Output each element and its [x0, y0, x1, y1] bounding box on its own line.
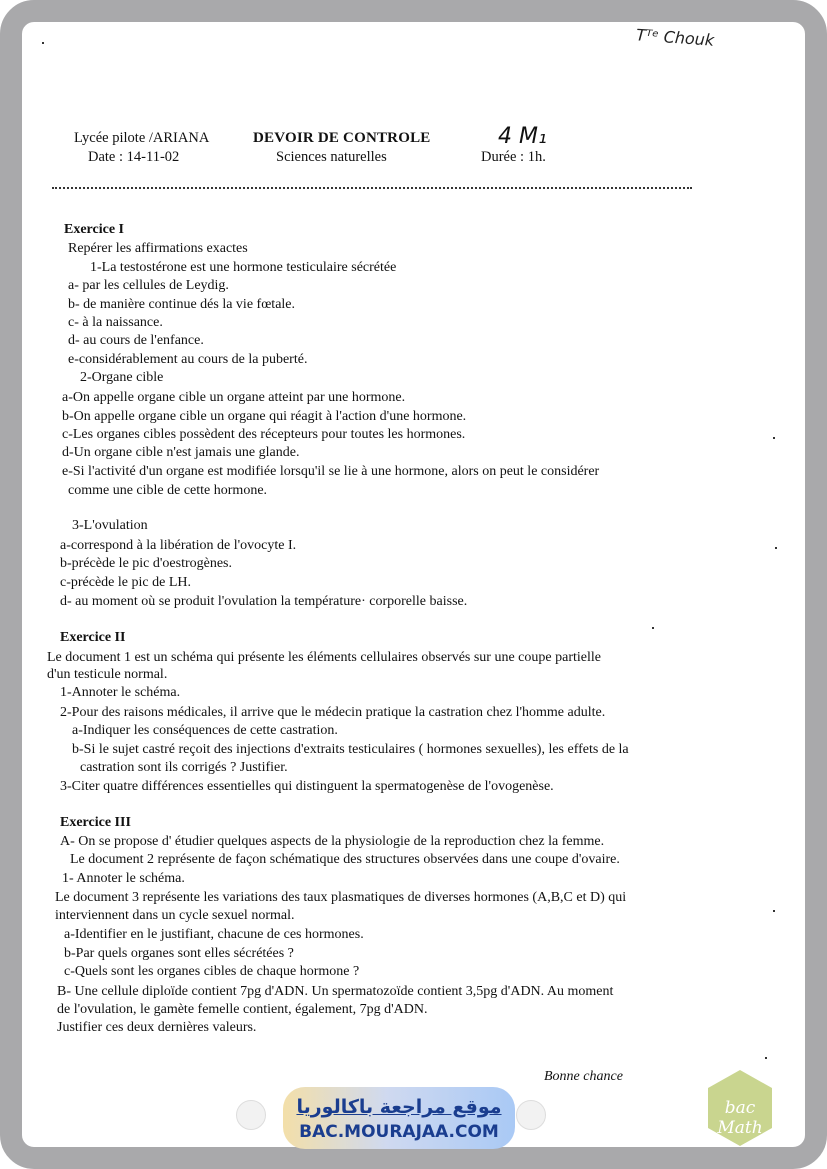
q1-title: 1-La testostérone est une hormone testiculaire sécrétée	[90, 260, 397, 275]
watermark-banner[interactable]	[283, 1087, 515, 1149]
exercise-3-line: de l'ovulation, le gamète femelle contient, également, 7pg d'ADN.	[57, 1002, 428, 1017]
exercise-3-line: b-Par quels organes sont elles sécrétées ?	[64, 946, 294, 961]
subject: Sciences naturelles	[276, 149, 387, 165]
scan-speck	[652, 627, 654, 629]
scan-speck	[765, 1057, 767, 1059]
site-logo-icon	[516, 1100, 546, 1130]
handwritten-note: Tᵀᵉ Chouk	[635, 25, 715, 50]
scan-speck	[775, 547, 777, 549]
scan-speck	[773, 910, 775, 912]
exercise-2-line: d'un testicule normal.	[47, 667, 168, 682]
exercise-3-title: Exercice III	[60, 815, 131, 830]
q1-item: d- au cours de l'enfance.	[68, 333, 204, 348]
exercise-3-line: A- On se propose d' étudier quelques aspects de la physiologie de la reproduction chez la femme.	[60, 834, 605, 849]
q2-item: e-Si l'activité d'un organe est modifiée lorsqu'il se lie à une hormone, alors on peut le considérer	[62, 464, 600, 479]
exercise-3-line: c-Quels sont les organes cibles de chaque hormone ?	[64, 964, 360, 979]
q2-title: 2-Organe cible	[80, 370, 164, 385]
watermark-url[interactable]: BAC.MOURAJAA.COM	[299, 1122, 499, 1142]
exercise-2-line: castration sont ils corrigés ? Justifier.	[80, 760, 288, 775]
bacmath-text: bac Math	[717, 1098, 763, 1138]
scan-speck	[773, 437, 775, 439]
class-label: 4 M₁	[498, 124, 547, 149]
exercise-2-title: Exercice II	[60, 630, 126, 645]
exercise-2-line: 3-Citer quatre différences essentielles qui distinguent la spermatogenèse de l'ovogenèse.	[60, 779, 554, 794]
q3-title: 3-L'ovulation	[72, 518, 148, 533]
q3-item: c-précède le pic de LH.	[60, 575, 191, 590]
q2-item: b-On appelle organe cible un organe qui réagit à l'action d'une hormone.	[62, 409, 467, 424]
q1-item: c- à la naissance.	[68, 315, 163, 330]
q3-item: b-précède le pic d'oestrogènes.	[60, 556, 232, 571]
exercise-3-line: 1- Annoter le schéma.	[62, 871, 185, 886]
q3-item: d- au moment où se produit l'ovulation la température· corporelle baisse.	[60, 594, 468, 609]
exercise-1-instruction: Repérer les affirmations exactes	[68, 241, 248, 256]
q2-item: comme une cible de cette hormone.	[68, 483, 268, 498]
q2-item: a-On appelle organe cible un organe atteint par une hormone.	[62, 390, 406, 405]
exercise-1-title: Exercice I	[64, 222, 124, 237]
q1-item: e-considérablement au cours de la puberté.	[68, 352, 308, 367]
watermark-arabic: موقع مراجعة باكالوريا	[296, 1096, 502, 1118]
exercise-3-line: Le document 2 représente de façon schématique des structures observées dans une coupe d'ovaire.	[70, 852, 620, 867]
exercise-2-line: b-Si le sujet castré reçoit des injections d'extraits testiculaires ( hormones sexuelles), les effets de la	[72, 742, 629, 757]
school-name: Lycée pilote /ARIANA	[74, 130, 210, 146]
q1-item: b- de manière continue dés la vie fœtale.	[68, 297, 296, 312]
q2-item: d-Un organe cible n'est jamais une glande.	[62, 445, 300, 460]
exercise-3-line: Justifier ces deux dernières valeurs.	[57, 1020, 257, 1035]
exercise-2-line: a-Indiquer les conséquences de cette castration.	[72, 723, 338, 738]
q2-item: c-Les organes cibles possèdent des récepteurs pour toutes les hormones.	[62, 427, 466, 442]
closing-note: Bonne chance	[544, 1069, 623, 1084]
separator-line	[52, 187, 692, 189]
exercise-3-line: interviennent dans un cycle sexuel normal.	[55, 908, 295, 923]
site-logo-icon	[236, 1100, 266, 1130]
q3-item: a-correspond à la libération de l'ovocyte I.	[60, 538, 297, 553]
exercise-2-line: 2-Pour des raisons médicales, il arrive que le médecin pratique la castration chez l'homme adulte.	[60, 705, 606, 720]
duration: Durée : 1h.	[481, 149, 546, 165]
exercise-3-line: Le document 3 représente les variations des taux plasmatiques de diverses hormones (A,B,C et D) qui	[55, 890, 627, 905]
exercise-2-line: 1-Annoter le schéma.	[60, 685, 181, 700]
q1-item: a- par les cellules de Leydig.	[68, 278, 229, 293]
exam-date: Date : 14-11-02	[88, 149, 180, 165]
exercise-3-line: B- Une cellule diploïde contient 7pg d'ADN. Un spermatozoïde contient 3,5pg d'ADN. Au moment	[57, 984, 614, 999]
bacmath-logo	[700, 1068, 780, 1148]
exam-title: DEVOIR DE CONTROLE	[253, 130, 431, 146]
scan-speck	[42, 42, 44, 44]
exercise-3-line: a-Identifier en le justifiant, chacune de ces hormones.	[64, 927, 364, 942]
exercise-2-line: Le document 1 est un schéma qui présente les éléments cellulaires observés sur une coupe partielle	[47, 650, 601, 665]
